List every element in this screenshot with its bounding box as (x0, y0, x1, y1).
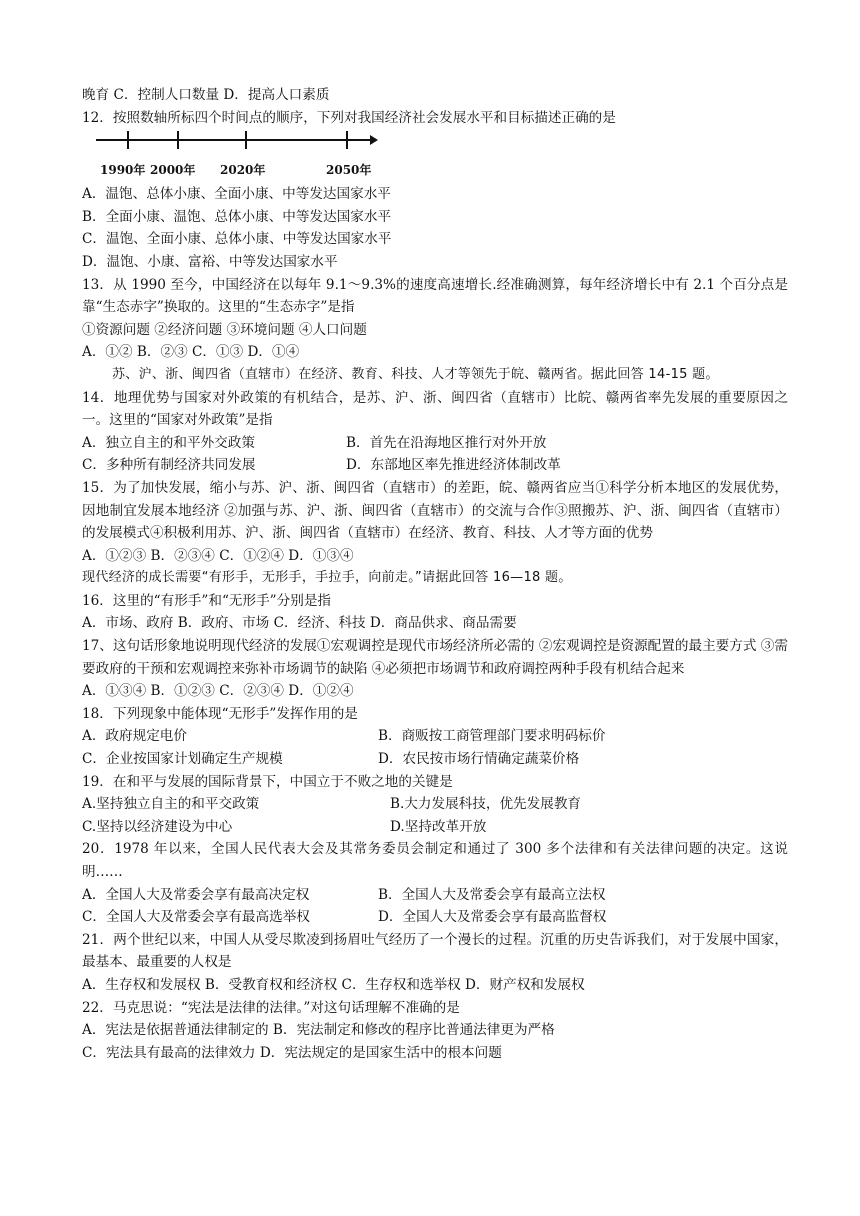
option-b: B．全国人大及常委会享有最高立法权 (378, 886, 606, 903)
option-b: B．全面小康、温饱、总体小康、中等发达国家水平 (82, 208, 392, 225)
question-14-options-ab (82, 432, 788, 455)
question-22-options-ab: A．宪法是依据普通法律制定的 B．宪法制定和修改的程序比普通法律更为严格 (82, 1022, 555, 1039)
option-a: A．温饱、总体小康、全面小康、中等发达国家水平 (82, 186, 391, 203)
question-20-options-ab (82, 884, 788, 907)
option-d: D．全国人大及常委会享有最高监督权 (378, 909, 607, 926)
question-19-options-ab (82, 793, 788, 816)
question-14-options-cd (82, 454, 788, 477)
question-21-answers: A．生存权和发展权 B．受教育权和经济权 C．生存权和选举权 D．财产权和发展权 (82, 976, 585, 993)
option-a: A．政府规定电价 (82, 728, 187, 745)
timeline-line (82, 129, 382, 161)
question-18-options-cd (82, 748, 788, 771)
option-d: D.坚持改革开放 (390, 818, 487, 835)
question-14: 14．地理优势与国家对外政策的有机结合，是苏、沪、浙、闽四省（直辖市）比皖、赣两省率先发展的重要原因之一。这里的“国家对外政策”是指 (82, 389, 788, 429)
question-19-options-cd (82, 816, 788, 839)
question-15: 15．为了加快发展，缩小与苏、沪、浙、闽四省（直辖市）的差距，皖、赣两省应当①科学分析本地区的发展优势，因地制宜发展本地经济 ②加强与苏、沪、浙、闽四省（直辖市）的交流与合作③照搬苏、沪、浙、闽四省（直辖市）的发展模式④积极利用苏、沪、浙、闽四省（直辖市）在经济、教育、科技、人才等方面的优势 (82, 479, 788, 542)
question-13-answers: A．①② B．②③ C．①③ D．①④ (82, 344, 300, 361)
option-d: D．东部地区率先推进经济体制改革 (346, 457, 561, 474)
passage-intro-16: 现代经济的成长需要“有形手，无形手，手拉手，向前走。”请据此回答 16—18 题。 (82, 570, 572, 586)
question-16-answers: A．市场、政府 B．政府、市场 C．经济、科技 D．商品供求、商品需要 (82, 615, 517, 632)
option-a: A.坚持独立自主的和平交政策 (82, 796, 260, 813)
timeline-axis (82, 129, 382, 183)
question-13: 13．从 1990 至今，中国经济在以每年 9.1～9.3%的速度高速增长.经准确测算，每年经济增长中有 2.1 个百分点是靠“生态赤字”换取的。这里的“生态赤字”是指 (82, 276, 788, 316)
option-b: B.大力发展科技，优先发展教育 (390, 796, 582, 813)
question-17: 17、这句话形象地说明现代经济的发展①宏观调控是现代市场经济所必需的 ②宏观调控是资源配置的最主要方式 ③需要政府的干预和宏观调控来弥补市场调节的缺陷 ④必须把市场调节和政府调控两种手段有机结合起来 (82, 638, 788, 677)
passage-intro-14: 苏、沪、浙、闽四省（直辖市）在经济、教育、科技、人才等领先于皖、赣两省。据此回答 14-15 题。 (112, 366, 719, 382)
question-21: 21．两个世纪以来，中国人从受尽欺凌到扬眉吐气经历了一个漫长的过程。沉重的历史告诉我们，对于发展中国家，最基本、最重要的人权是 (82, 931, 788, 971)
timeline-label-2000: 2000年 (150, 163, 196, 178)
option-d: D．温饱、小康、富裕、中等发达国家水平 (82, 253, 338, 270)
option-b: B．首先在沿海地区推行对外开放 (346, 434, 547, 451)
question-22-options-cd: C．宪法具有最高的法律效力 D．宪法规定的是国家生活中的根本问题 (82, 1044, 502, 1061)
question-16: 16．这里的“有形手”和“无形手”分别是指 (82, 592, 332, 609)
option-c: C．企业按国家计划确定生产规模 (82, 751, 283, 768)
question-20-options-cd (82, 906, 788, 929)
option-c: C．温饱、全面小康、总体小康、中等发达国家水平 (82, 231, 392, 248)
question-18: 18．下列现象中能体现“无形手”发挥作用的是 (82, 705, 358, 722)
option-a: A．独立自主的和平外交政策 (82, 434, 255, 451)
timeline-label-2020: 2020年 (220, 163, 266, 178)
option-a: A．全国人大及常委会享有最高决定权 (82, 886, 310, 903)
question-20: 20．1978 年以来，全国人民代表大会及其常务委员会制定和通过了 300 多个法律和有关法律问题的决定。这说明…… (82, 841, 788, 880)
question-13-items: ①资源问题 ②经济问题 ③环境问题 ④人口问题 (82, 321, 367, 338)
question-22: 22．马克思说：“宪法是法律的法律。”对这句话理解不准确的是 (82, 999, 460, 1016)
question-15-answers: A．①②③ B．②③④ C．①②④ D．①③④ (82, 547, 354, 564)
timeline-label-2050: 2050年 (326, 163, 372, 178)
option-c: C．多种所有制经济共同发展 (82, 457, 256, 474)
exam-page (82, 84, 788, 1064)
option-c: C.坚持以经济建设为中心 (82, 818, 233, 835)
option-b: B．商贩按工商管理部门要求明码标价 (378, 728, 606, 745)
text-line: 晚育 C．控制人口数量 D．提高人口素质 (82, 87, 330, 103)
question-19: 19．在和平与发展的国际背景下，中国立于不败之地的关键是 (82, 773, 453, 790)
question-17-answers: A．①③④ B．①②③ C．②③④ D．①②④ (82, 683, 354, 700)
option-c: C．全国人大及常委会享有最高选举权 (82, 909, 310, 926)
question-18-options-ab (82, 725, 788, 748)
question-12: 12．按照数轴所标四个时间点的顺序，下列对我国经济社会发展水平和目标描述正确的是 (82, 109, 616, 126)
timeline-label-1990: 1990年 (100, 163, 146, 178)
option-d: D．农民按市场行情确定蔬菜价格 (378, 751, 580, 768)
